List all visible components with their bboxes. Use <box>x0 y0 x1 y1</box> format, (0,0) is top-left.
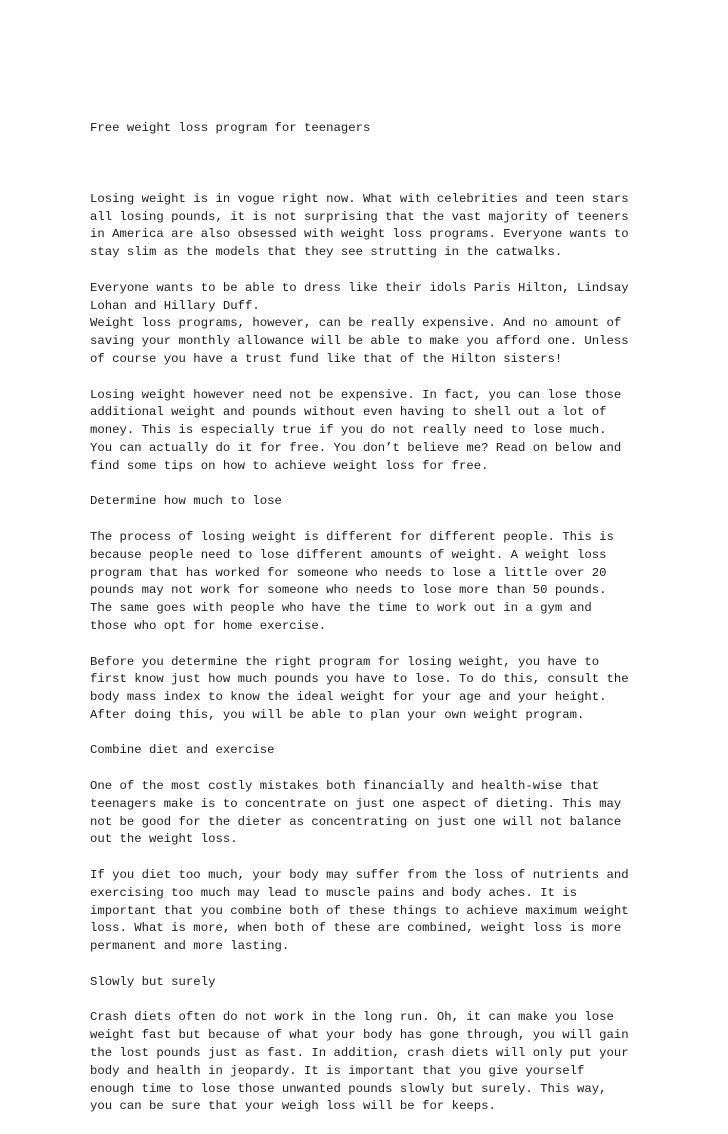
text-line: Slowly but surely <box>90 974 216 989</box>
text-line: permanent and more lasting. <box>90 939 290 954</box>
paragraph <box>90 654 650 725</box>
document-title-text: Free weight loss program for teenagers <box>90 120 371 135</box>
text-line: Losing weight however need not be expensive. In fact, you can lose those <box>90 387 622 402</box>
text-line: Crash diets often do not work in the long run. Oh, it can make you lose <box>90 1010 614 1025</box>
paragraph <box>90 1009 650 1116</box>
text-line: because people need to lose different amounts of weight. A weight loss <box>90 547 607 562</box>
text-line: Combine diet and exercise <box>90 743 275 758</box>
text-line: additional weight and pounds without even having to shell out a lot of <box>90 405 607 420</box>
paragraph-list <box>90 191 650 1116</box>
paragraph <box>90 974 650 992</box>
text-line: body mass index to know the ideal weight for your age and your height. <box>90 690 607 705</box>
text-line: stay slim as the models that they see strutting in the catwalks. <box>90 245 563 260</box>
document-body <box>90 84 650 1134</box>
text-line: pounds may not work for someone who needs to lose more than 50 pounds. <box>90 583 607 598</box>
text-line: not be good for the dieter as concentrating on just one will not balance <box>90 814 622 829</box>
text-line: the lost pounds just as fast. In addition, crash diets will only put your <box>90 1046 629 1061</box>
text-line: Determine how much to lose <box>90 494 282 509</box>
paragraph <box>90 387 650 476</box>
paragraph <box>90 778 650 849</box>
text-line: all losing pounds, it is not surprising that the vast majority of teeners <box>90 209 629 224</box>
text-line: You can actually do it for free. You don’t believe me? Read on below and <box>90 440 622 455</box>
paragraph <box>90 493 650 511</box>
text-line: The same goes with people who have the time to work out in a gym and <box>90 601 592 616</box>
text-line: exercising too much may lead to muscle pains and body aches. It is <box>90 885 578 900</box>
text-line: of course you have a trust fund like that of the Hilton sisters! <box>90 351 563 366</box>
text-line: loss. What is more, when both of these are combined, weight loss is more <box>90 921 622 936</box>
document-title <box>90 84 650 173</box>
paragraph <box>90 280 650 369</box>
paragraph <box>90 867 650 956</box>
text-line: in America are also obsessed with weight loss programs. Everyone wants to <box>90 227 629 242</box>
text-line: After doing this, you will be able to plan your own weight program. <box>90 707 585 722</box>
text-line: The process of losing weight is different for different people. This is <box>90 529 614 544</box>
text-line: weight fast but because of what your body has gone through, you will gain <box>90 1028 629 1043</box>
text-line: find some tips on how to achieve weight loss for free. <box>90 458 489 473</box>
text-line: out the weight loss. <box>90 832 238 847</box>
text-line: program that has worked for someone who needs to lose a little over 20 <box>90 565 607 580</box>
text-line: Weight loss programs, however, can be really expensive. And no amount of <box>90 316 622 331</box>
text-line: teenagers make is to concentrate on just one aspect of dieting. This may <box>90 796 622 811</box>
text-line: Everyone wants to be able to dress like their idols Paris Hilton, Lindsay <box>90 280 629 295</box>
text-line: you can be sure that your weigh loss will be for keeps. <box>90 1099 496 1114</box>
text-line: Lohan and Hillary Duff. <box>90 298 260 313</box>
text-line: first know just how much pounds you have to lose. To do this, consult the <box>90 672 629 687</box>
paragraph <box>90 742 650 760</box>
text-line: Losing weight is in vogue right now. What with celebrities and teen stars <box>90 191 629 206</box>
text-line: body and health in jeopardy. It is important that you give yourself <box>90 1063 585 1078</box>
paragraph <box>90 191 650 262</box>
paragraph <box>90 529 650 636</box>
text-line: enough time to lose those unwanted pounds slowly but surely. This way, <box>90 1081 607 1096</box>
text-line: important that you combine both of these things to achieve maximum weight <box>90 903 629 918</box>
text-line: saving your monthly allowance will be able to make you afford one. Unless <box>90 334 629 349</box>
text-line: money. This is especially true if you do not really need to lose much. <box>90 423 607 438</box>
text-line: If you diet too much, your body may suffer from the loss of nutrients and <box>90 868 629 883</box>
text-line: One of the most costly mistakes both financially and health-wise that <box>90 779 600 794</box>
text-line: Before you determine the right program for losing weight, you have to <box>90 654 600 669</box>
text-line: those who opt for home exercise. <box>90 618 327 633</box>
